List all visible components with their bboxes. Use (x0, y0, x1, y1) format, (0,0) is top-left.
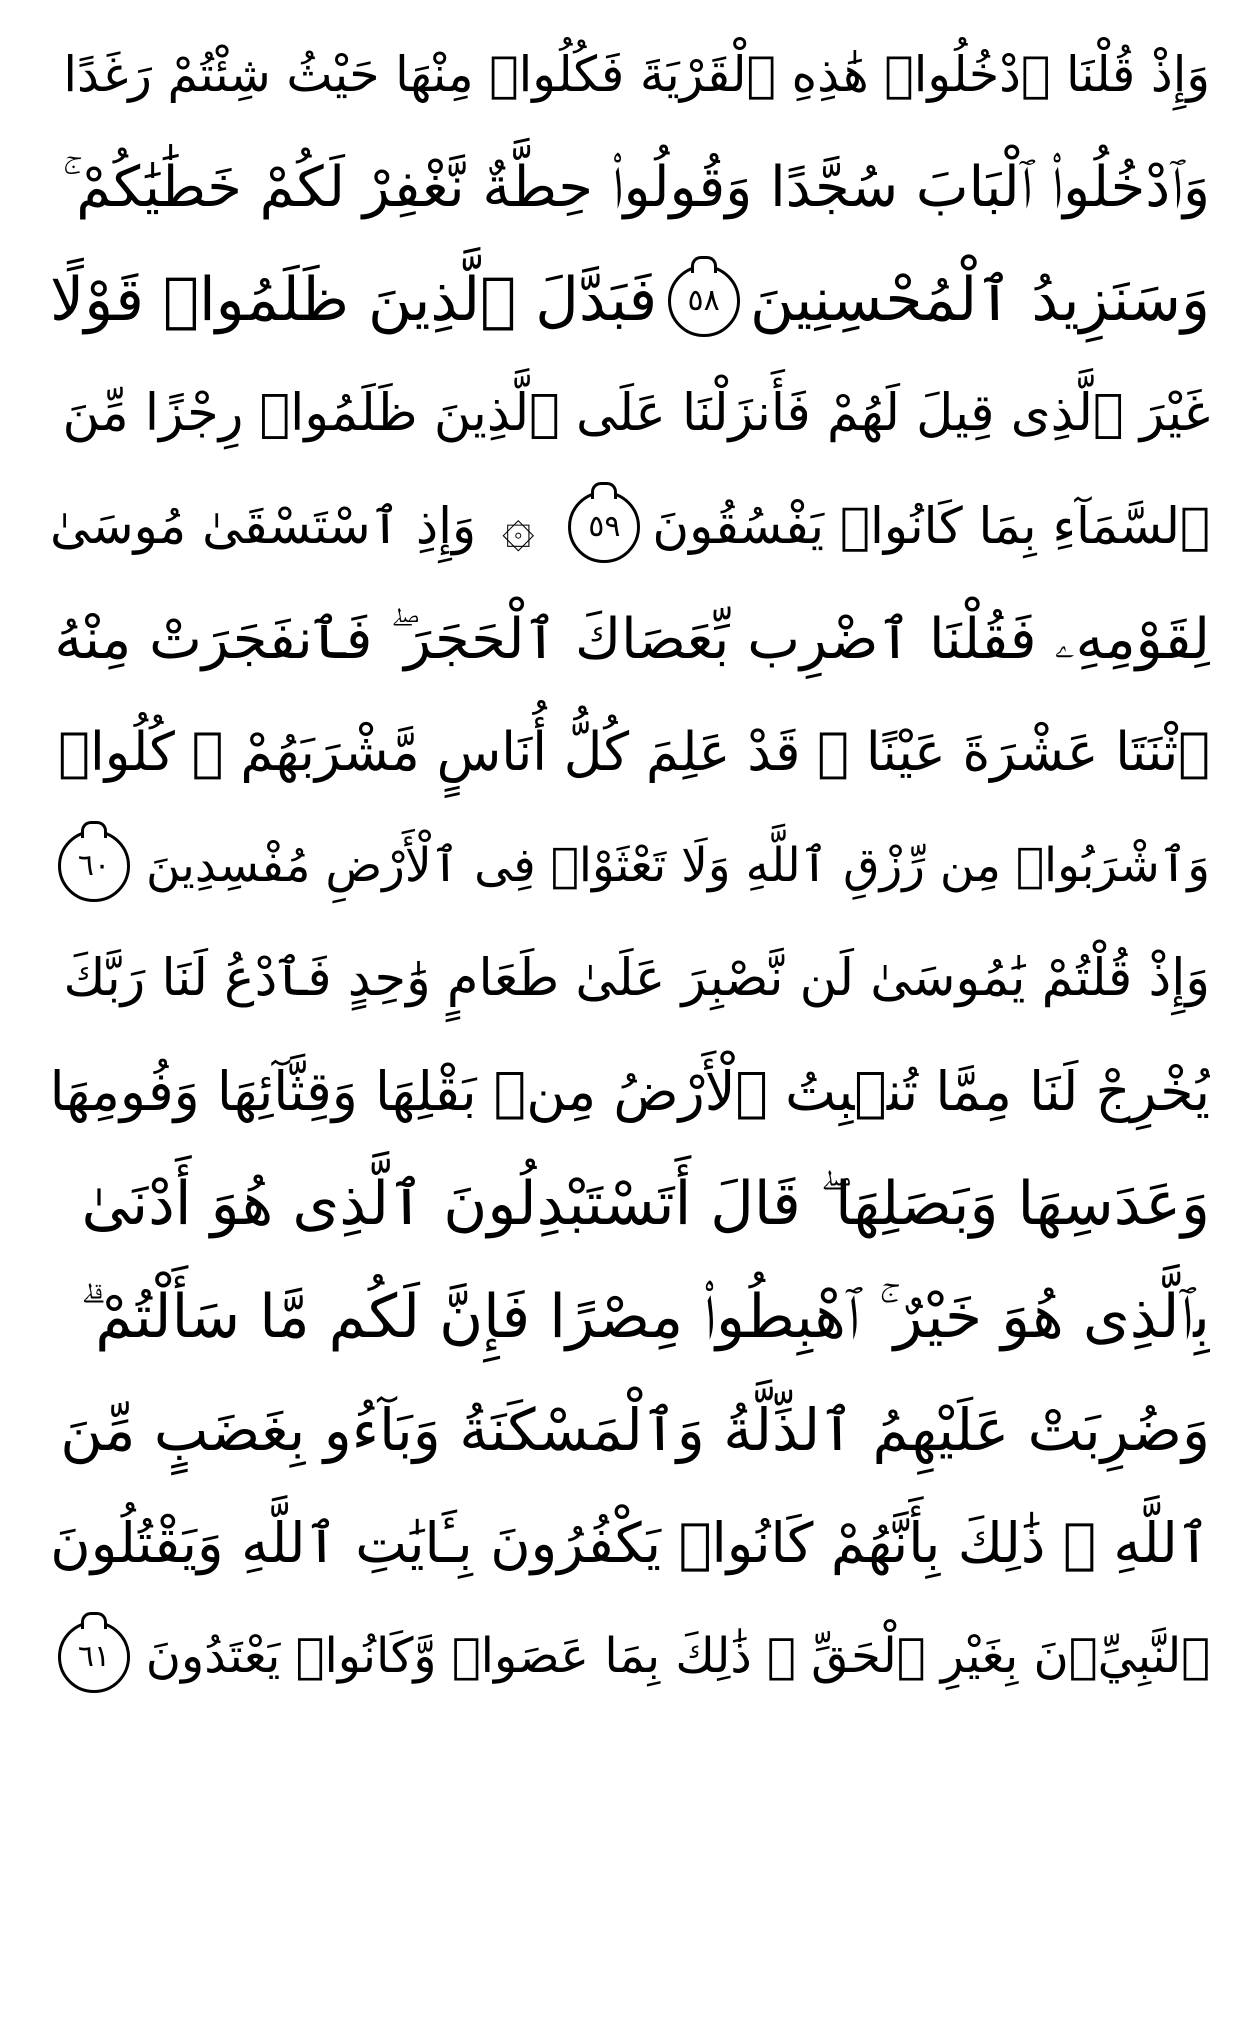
ayah-number-marker: ٦٠ (58, 830, 130, 902)
text-line (50, 1600, 1210, 1713)
hizb-marker-icon: ۞ (501, 493, 535, 559)
verse-text: وَسَنَزِيدُ ٱلْمُحْسِنِينَ (750, 265, 1210, 335)
text-line (50, 809, 1210, 922)
text-line (50, 1035, 1210, 1148)
verse-text: وَإِذْ قُلْنَا ٱدْخُلُوا۟ هَٰذِهِ ٱلْقَرْيَةَ فَكُلُوا۟ مِنْهَا حَيْثُ شِئْتُمْ رَغَدًا (63, 46, 1210, 103)
text-line (50, 1487, 1210, 1600)
verse-text: فَبَدَّلَ ٱلَّذِينَ ظَلَمُوا۟ قَوْلًا (50, 265, 658, 335)
verse-text: ٱللَّهِ ۗ ذَٰلِكَ بِأَنَّهُمْ كَانُوا۟ يَكْفُرُونَ بِـَٔايَٰتِ ٱللَّهِ وَيَقْتُلُونَ (50, 1511, 1210, 1575)
ayah-number-marker: ٦١ (58, 1621, 130, 1693)
text-line (50, 18, 1210, 131)
verse-text: ٱثْنَتَا عَشْرَةَ عَيْنًا ۖ قَدْ عَلِمَ كُلُّ أُنَاسٍ مَّشْرَبَهُمْ ۖ كُلُوا۟ (58, 722, 1210, 783)
verse-text: وَإِذْ قُلْتُمْ يَٰمُوسَىٰ لَن نَّصْبِرَ عَلَىٰ طَعَامٍ وَٰحِدٍ فَٱدْعُ لَنَا رَبَّكَ (63, 949, 1210, 1008)
text-line (50, 244, 1210, 357)
text-line (50, 131, 1210, 244)
text-line (50, 357, 1210, 470)
verse-text: غَيْرَ ٱلَّذِى قِيلَ لَهُمْ فَأَنزَلْنَا عَلَى ٱلَّذِينَ ظَلَمُوا۟ رِجْزًا مِّنَ (62, 384, 1210, 443)
text-line (50, 696, 1210, 809)
verse-text: ٱلنَّبِيِّۦنَ بِغَيْرِ ٱلْحَقِّ ۗ ذَٰلِكَ بِمَا عَصَوا۟ وَّكَانُوا۟ يَعْتَدُونَ (145, 1628, 1210, 1684)
text-line (50, 922, 1210, 1035)
text-line (50, 470, 1210, 583)
verse-text: وَإِذِ ٱسْتَسْقَىٰ مُوسَىٰ (50, 497, 477, 555)
verse-text: لِقَوْمِهِۦ فَقُلْنَا ٱضْرِب بِّعَصَاكَ ٱلْحَجَرَ ۖ فَٱنفَجَرَتْ مِنْهُ (54, 607, 1210, 672)
verse-text: بِٱلَّذِى هُوَ خَيْرٌ ۚ ٱهْبِطُوا۟ مِصْرًا فَإِنَّ لَكُم مَّا سَأَلْتُمْ ۗ (80, 1282, 1210, 1352)
verse-text: وَضُرِبَتْ عَلَيْهِمُ ٱلذِّلَّةُ وَٱلْمَسْكَنَةُ وَبَآءُو بِغَضَبٍ مِّنَ (60, 1396, 1210, 1464)
verse-text: وَٱدْخُلُوا۟ ٱلْبَابَ سُجَّدًا وَقُولُوا۟ حِطَّةٌ نَّغْفِرْ لَكُمْ خَطَٰيَٰكُمْ ۚ (62, 155, 1210, 220)
verse-text: وَٱشْرَبُوا۟ مِن رِّزْقِ ٱللَّهِ وَلَا تَعْثَوْا۟ فِى ٱلْأَرْضِ مُفْسِدِينَ (145, 838, 1210, 893)
verse-text: ٱلسَّمَآءِ بِمَا كَانُوا۟ يَفْسُقُونَ (652, 497, 1210, 555)
verse-text: وَعَدَسِهَا وَبَصَلِهَا ۖ قَالَ أَتَسْتَبْدِلُونَ ٱلَّذِى هُوَ أَدْنَىٰ (81, 1169, 1210, 1239)
text-line (50, 1261, 1210, 1374)
verse-text: يُخْرِجْ لَنَا مِمَّا تُنۢبِتُ ٱلْأَرْضُ مِنۢ بَقْلِهَا وَقِثَّآئِهَا وَفُومِهَا (50, 1060, 1210, 1123)
text-line (50, 1148, 1210, 1261)
ayah-number-marker: ٥٨ (668, 265, 740, 337)
text-line (50, 1374, 1210, 1487)
text-line (50, 583, 1210, 696)
ayah-number-marker: ٥٩ (568, 491, 640, 563)
